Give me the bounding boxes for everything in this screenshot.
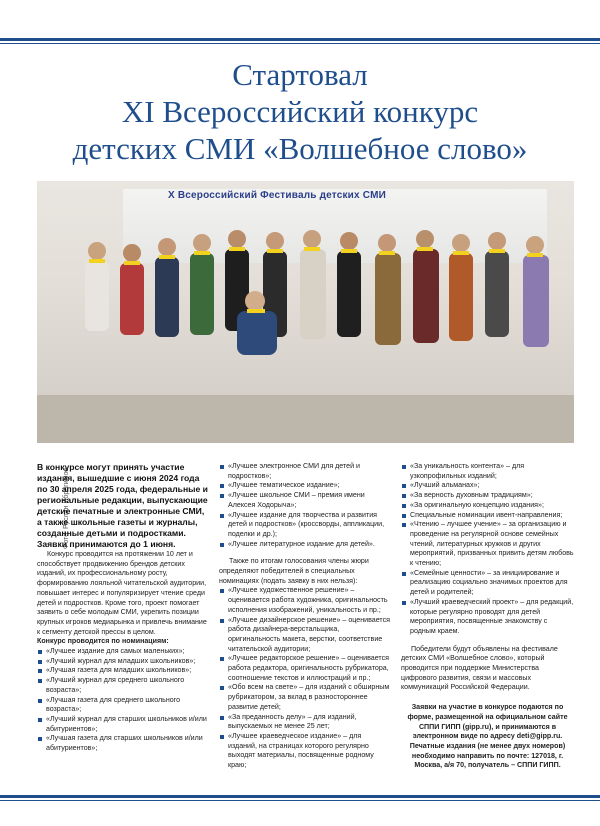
list-item: «Лучший краеведческий проект» – для редакций, которые регулярно проводят для детей мероприятия, посвященные знакомству с родным краем. <box>401 598 574 637</box>
list-item: «Лучший альманах»; <box>401 481 574 491</box>
list-item: «Чтению – лучшее учение» – за организацию и проведение на регулярной основе семейных чтений, литературных кружков и других мероприятий, призванных привить детям любовь к чтению; <box>401 520 574 569</box>
intro-paragraph: Конкурс проводится на протяжении 10 лет и способствует продвижению брендов детских изданий, их профессиональному росту, формированию лояльной читательской аудитории, повышает интерес и популяризирует чтение среди детей и подростков. Кроме того, проект помогает заявить о себе молодым СМИ, укрепить позиции крупных игроков медиарынка и привлечь внимание к сегменту детской прессы в целом. <box>37 550 207 636</box>
banner-text: X Всероссийский Фестиваль детских СМИ <box>168 190 386 201</box>
list-item: «Лучшее дизайнерское решение» – оценивается работа дизайнера-верстальщика, оригинальность макета, верстки, соответствие читательской аудитории; <box>219 616 392 655</box>
list-item: «За верность духовным традициям»; <box>401 491 574 501</box>
list-item: «За преданность делу» – для изданий, выпускаемых не менее 25 лет; <box>219 713 392 732</box>
headline-line-2: XI Всероссийский конкурс <box>121 94 479 129</box>
lead-paragraph: В конкурсе могут принять участие издания, вышедшие с июня 2024 года по 30 апреля 2025 года, федеральные и региональные редакции, выпускающие детские печатные и электронные СМИ, а также школьные газеты и журналы, созданные детьми и подростками. Заявки принимаются до 1 июня. <box>37 462 208 549</box>
top-rule-thick <box>0 38 600 41</box>
headline-line-1: Стартовал <box>232 57 368 92</box>
list-item: «Лучшая газета для старших школьников и/или абитуриентов»; <box>37 734 208 753</box>
top-rule-thin <box>0 43 600 44</box>
list-item: «Лучшее редакторское решение» – оценивается работа редактора, оригинальность рубрикатора, соотношение текстов и иллюстраций и пр.; <box>219 654 392 683</box>
list-item: «Лучшее художественное решение» – оценивается работа художника, оригинальность исполнения изображений, уникальность и пр.; <box>219 586 392 615</box>
list-item: «Лучшее литературное издание для детей». <box>219 540 392 550</box>
nominations-subhead: Конкурс проводится по номинациям: <box>37 637 169 646</box>
column-1 <box>37 462 208 754</box>
list-item: «Лучшая газета для среднего школьного возраста»; <box>37 696 208 715</box>
article-headline <box>0 56 600 167</box>
list-item: «Лучший журнал для младших школьников»; <box>37 657 208 667</box>
column-3 <box>401 462 574 771</box>
special-nominations-paragraph: Также по итогам голосования члены жюри определяют победителей в специальных номинациях (подать заявку в них нельзя): <box>219 557 369 585</box>
list-item: «Семейные ценности» – за инициирование и реализацию социально значимых проектов для детей и родителей; <box>401 569 574 598</box>
bottom-rule-thick <box>0 795 600 798</box>
list-item: Специальные номинации ивент-направления; <box>401 511 574 521</box>
photo-credit: Фото: Руслан Ибрагимов <box>63 467 70 549</box>
winners-paragraph: Победители будут объявлены на фестивале детских СМИ «Волшебное слово», который проводится при поддержке Министерства цифрового развития, связи и массовых коммуникаций Российской Федерации. <box>401 644 558 692</box>
column-2 <box>219 462 392 771</box>
list-item: «Лучшая газета для младших школьников»; <box>37 666 208 676</box>
list-item: «Лучшее издание для творчества и развития детей и подростков» (кроссворды, аппликации, поделки и др.); <box>219 511 392 540</box>
list-item: «За уникальность контента» – для узкопрофильных изданий; <box>401 462 574 481</box>
list-item: «Обо всем на свете» – для изданий с обширным рубрикатором, за вклад в разностороннее развитие детей; <box>219 683 392 712</box>
list-item: «Лучший журнал для старших школьников и/или абитуриентов»; <box>37 715 208 734</box>
group-of-people-illustration <box>37 181 574 443</box>
application-info: Заявки на участие в конкурсе подаются по форме, размещенной на официальном сайте СППИ ГИПП (gipp.ru), и принимаются в электронном виде по адресу deti@gipp.ru. Печатные издания (не менее двух номеров) необходимо направить по почте: 127018, г. Москва, а/я 70, получатель – СППИ ГИПП. <box>407 703 568 770</box>
list-item: «Лучшее издание для самых маленьких»; <box>37 647 208 657</box>
list-item: «За оригинальную концепцию издания»; <box>401 501 574 511</box>
bottom-rule-thin <box>0 800 600 801</box>
headline-line-3: детских СМИ «Волшебное слово» <box>72 131 528 166</box>
list-item: «Лучшее школьное СМИ – премия имени Алексея Ходорыча»; <box>219 491 392 510</box>
list-item: «Лучшее тематическое издание»; <box>219 481 392 491</box>
list-item: «Лучший журнал для среднего школьного возраста»; <box>37 676 208 695</box>
list-item: «Лучшее краеведческое издание» – для изданий, на страницах которого регулярно выходят материалы, посвященные родному краю; <box>219 732 392 771</box>
list-item: «Лучшее электронное СМИ для детей и подростков»; <box>219 462 392 481</box>
